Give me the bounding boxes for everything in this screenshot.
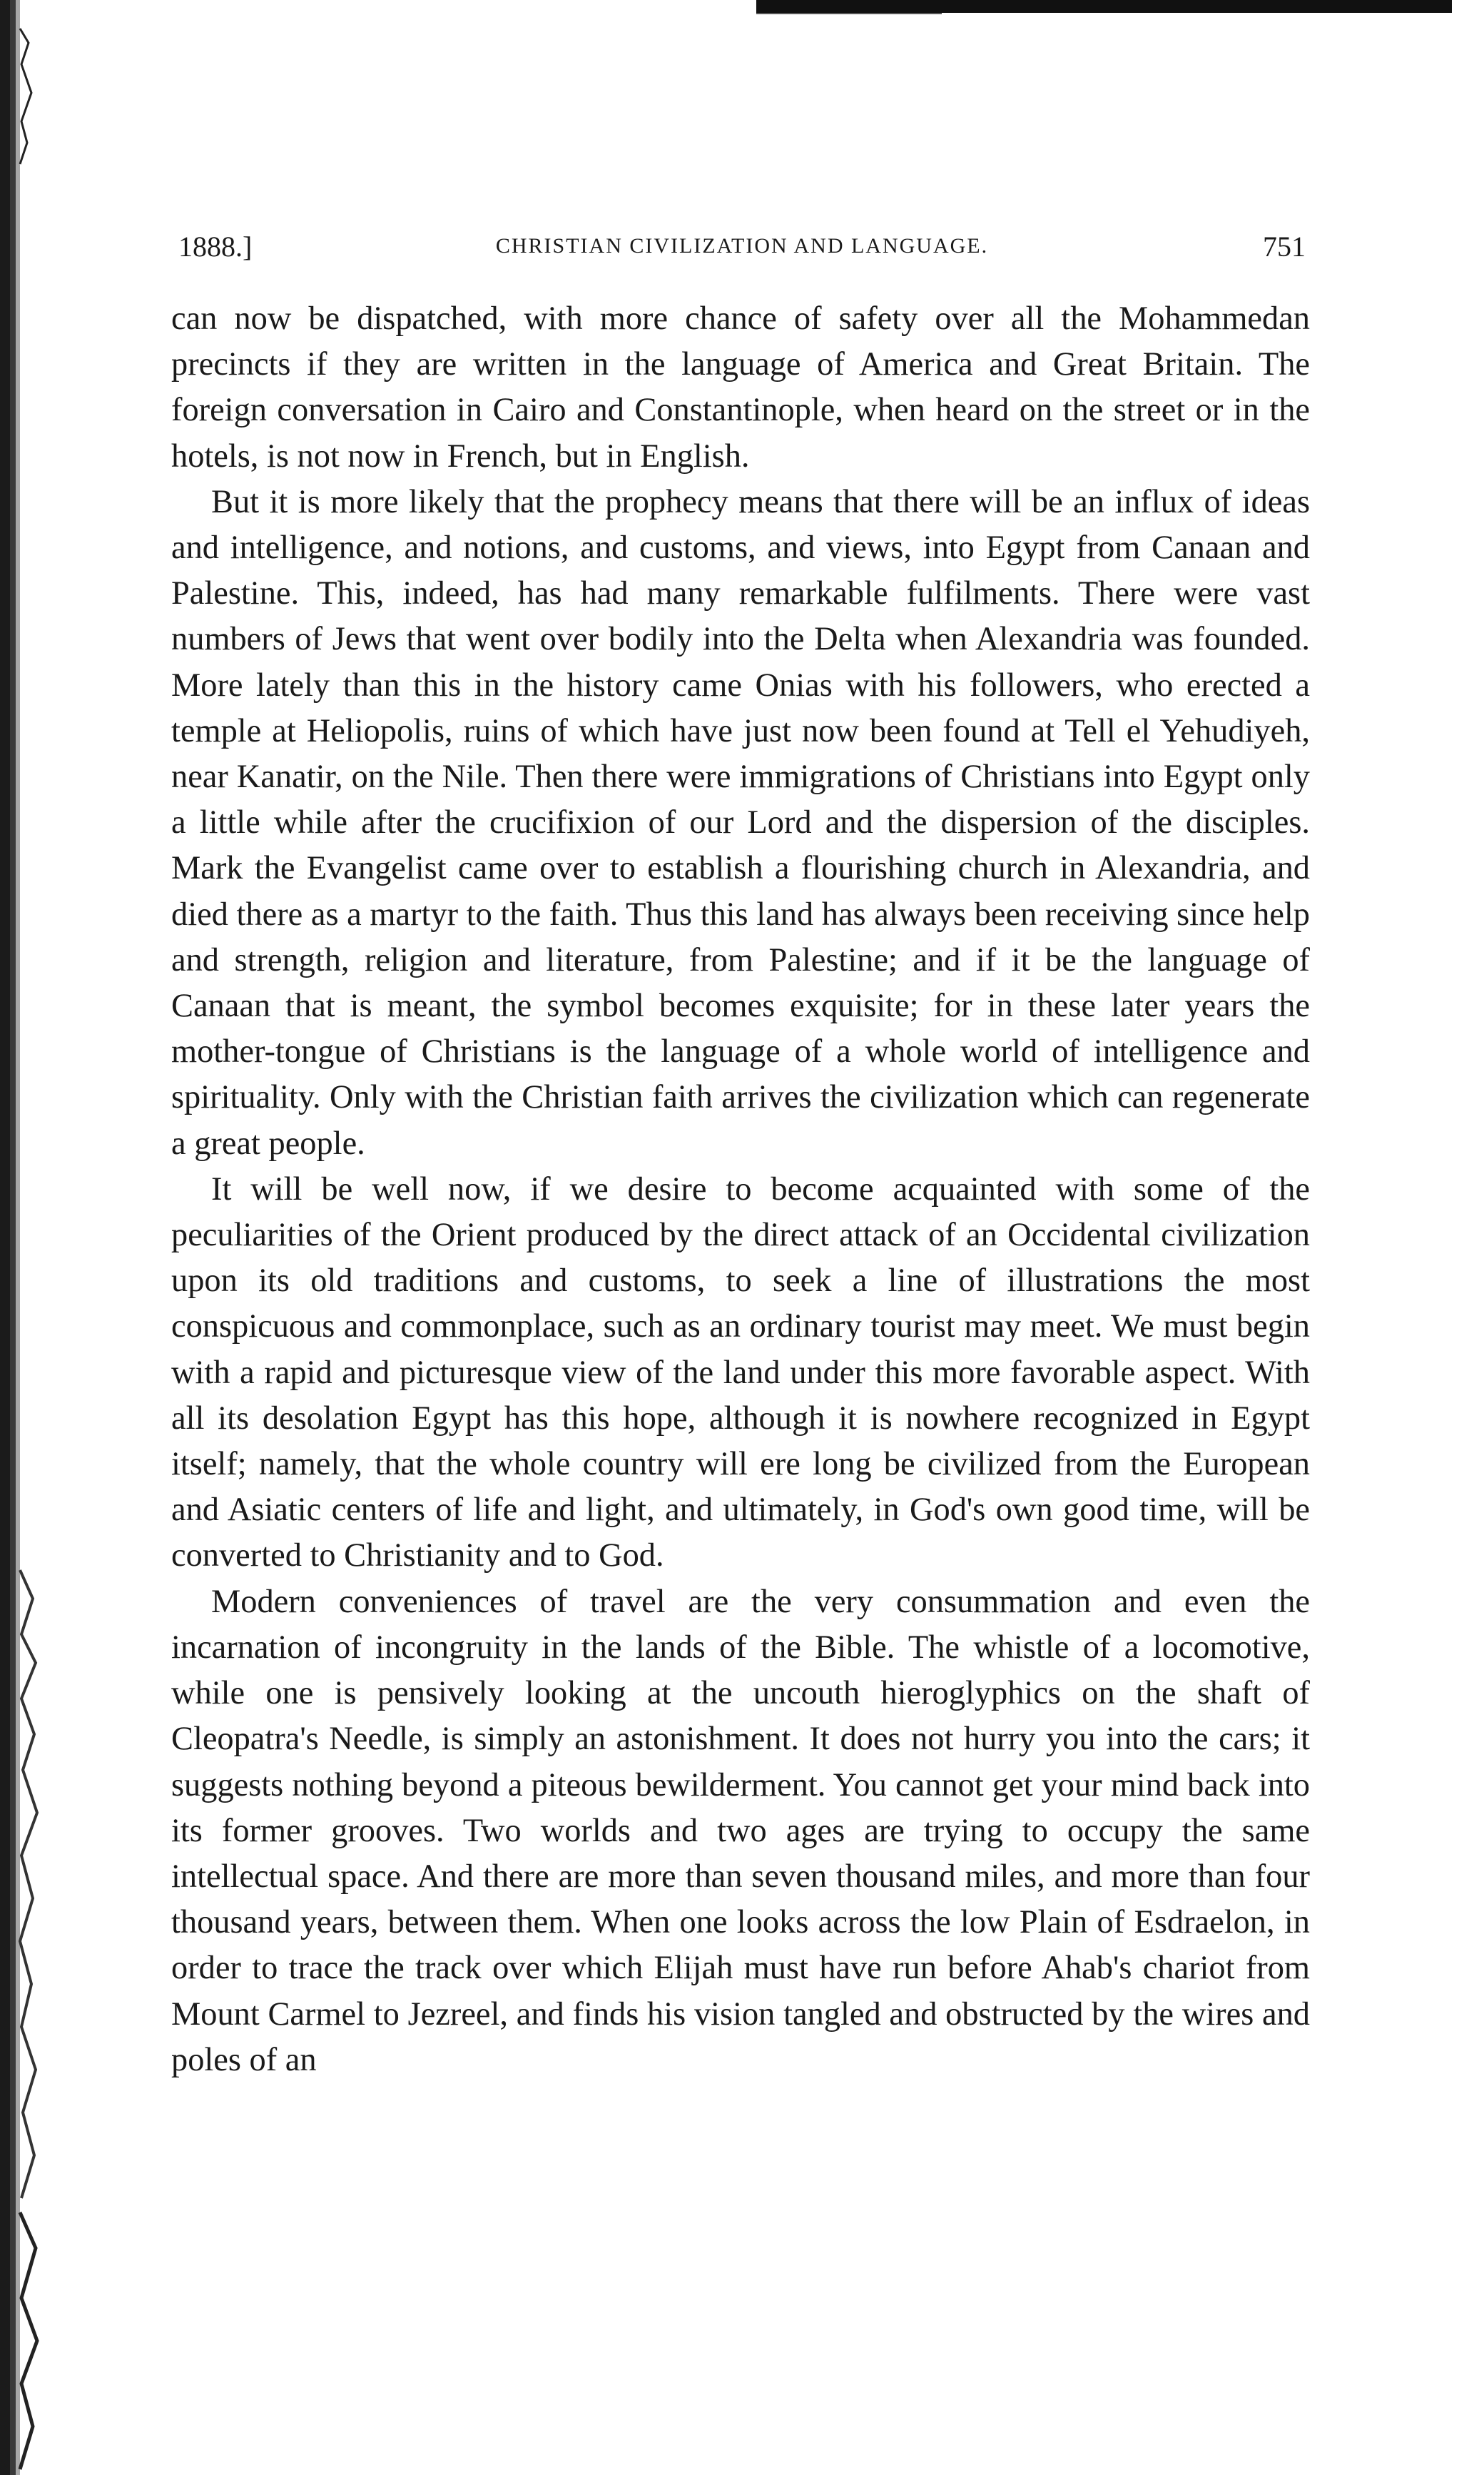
top-scan-rule: [756, 0, 1452, 13]
body-text: [171, 296, 1310, 2083]
page-number: 751: [1263, 231, 1306, 263]
paragraph-continuation: can now be dispatched, with more chance of safety over all the Mohammedan precincts if they are written in the language of America and Great Britain. The foreign conversation in Cairo and Constantinople, when heard on the street or in the hotels, is not now in French, but in English.: [171, 300, 1310, 475]
scanned-binding-edge: [0, 0, 43, 2475]
paragraph-orient: It will be well now, if we desire to become acquainted with some of the peculiarities of the Orient produced by the direct attack of an Occidental civilization upon its old traditions and customs, to seek a line of illustrations the most conspicuous and commonplace, such as an ordinary tourist may meet. We must begin with a rapid and picturesque view of the land under this more favorable aspect. With all its desolation Egypt has this hope, although it is nowhere recognized in Egypt itself; namely, that the whole country will ere long be civilized from the European and Asiatic centers of life and light, and ultimately, in God's own good time, will be converted to Christianity and to God.: [171, 1170, 1310, 1574]
top-scan-rule-thin: [756, 13, 942, 14]
paragraph-prophecy: But it is more likely that the prophecy means that there will be an influx of ideas and intelligence, and notions, and customs, and views, into Egypt from Canaan and Palestine. This, indeed, has had many remarkable fulfilments. There were vast numbers of Jews that went over bodily into the Delta when Alexandria was founded. More lately than this in the history came Onias with his followers, who erected a temple at Heliopolis, ruins of which have just now been found at Tell el Yehudiyeh, near Kanatir, on the Nile. Then there were immigrations of Christians into Egypt only a little while after the crucifixion of our Lord and the dispersion of the disciples. Mark the Evangelist came over to establish a flourishing church in Alexandria, and died there as a martyr to the faith. Thus this land has always been receiving since help and strength, religion and literature, from Palestine; and if it be the language of Canaan that is meant, the symbol becomes exquisite; for in these later years the mother-tongue of Christians is the language of a whole world of intelligence and spirituality. Only with the Christian faith arrives the civilization which can regenerate a great people.: [171, 483, 1310, 1162]
page-header: [178, 230, 1306, 265]
running-title: CHRISTIAN CIVILIZATION AND LANGUAGE.: [495, 234, 989, 258]
paragraph-modern-travel: Modern conveniences of travel are the very consummation and even the incarnation of incongruity in the lands of the Bible. The whistle of a locomotive, while one is pensively looking at the uncouth hieroglyphics on the shaft of Cleopatra's Needle, is simply an astonishment. It does not hurry you into the cars; it suggests nothing beyond a piteous bewilderment. You cannot get your mind back into its former grooves. Two worlds and two ages are trying to occupy the same intellectual space. And there are more than seven thousand miles, and more than four thousand years, between them. When one looks across the low Plain of Esdraelon, in order to trace the track over which Elijah must have run before Ahab's chariot from Mount Carmel to Jezreel, and finds his vision tangled and obstructed by the wires and poles of an: [171, 1583, 1310, 2078]
header-year: 1888.]: [178, 231, 253, 263]
